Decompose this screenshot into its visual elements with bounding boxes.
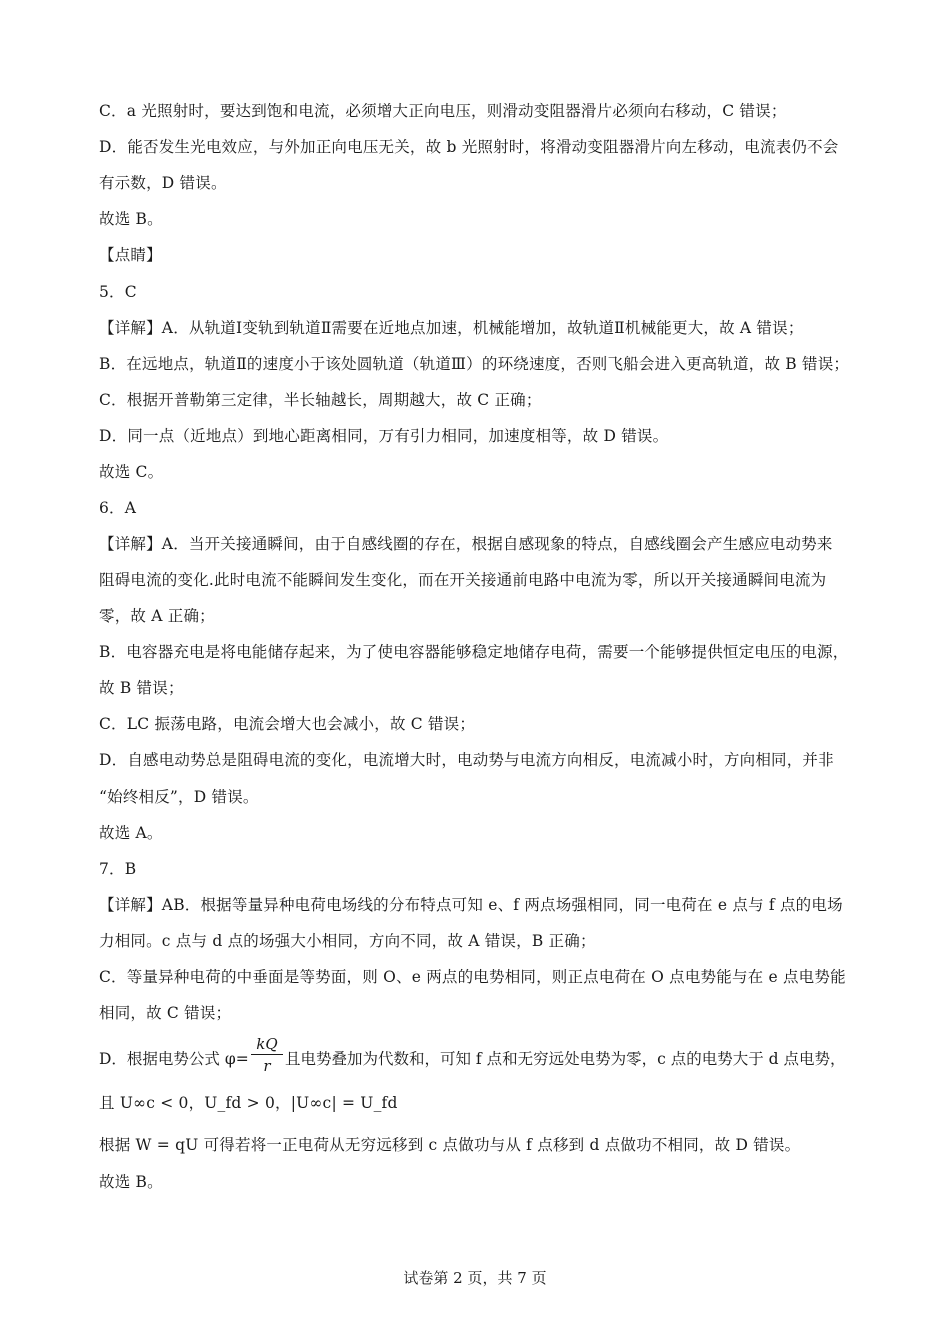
formula-suffix: 且电势叠加为代数和，可知 f 点和无穷远处电势为零，c 点的电势大于 d 点电势，: [285, 1050, 846, 1068]
text-line-24: 力相同。c 点与 d 点的场强大小相同，方向不同，故 A 错误，B 正确；: [99, 932, 596, 950]
text-line-26: 相同，故 C 错误；: [99, 1004, 232, 1022]
text-line-16: B．电容器充电是将电能储存起来，为了使电容器能够稳定地储存电荷，需要一个能够提供恒定电压的电源，: [99, 643, 849, 661]
formula-line: [99, 1034, 859, 1084]
text-line-4: 故选 B。: [99, 210, 163, 228]
fraction-denominator: r: [263, 1057, 271, 1075]
text-line-30: 故选 B。: [99, 1173, 163, 1191]
text-line-19: D．自感电动势总是阻碍电流的变化，电流增大时，电动势与电流方向相反，电流减小时，方向相同，并非: [99, 751, 834, 769]
text-line-10: D．同一点（近地点）到地心距离相同，万有引力相同，加速度相等，故 D 错误。: [99, 427, 669, 445]
text-line-2: D．能否发生光电效应，与外加正向电压无关，故 b 光照射时，将滑动变阻器滑片向左移动，电流表仍不会: [99, 138, 839, 156]
text-line-1: C．a 光照射时，要达到饱和电流，必须增大正向电压，则滑动变阻器滑片必须向右移动，C 错误；: [99, 102, 787, 120]
text-line-17: 故 B 错误；: [99, 679, 184, 697]
fraction-kq-over-r: [251, 1034, 283, 1077]
text-line-20: “始终相反”，D 错误。: [99, 788, 259, 806]
fraction-numerator: kQ: [251, 1034, 283, 1055]
text-line-11: 故选 C。: [99, 463, 164, 481]
question-6-answer: 6．A: [99, 499, 137, 517]
text-line-23: 【详解】AB．根据等量异种电荷电场线的分布特点可知 e、f 两点场强相同，同一电荷在 e 点与 f 点的电场: [99, 896, 843, 914]
question-5-answer: 5．C: [99, 283, 137, 301]
text-line-25: C．等量异种电荷的中垂面是等势面，则 O、e 两点的电势相同，则正点电荷在 O 点电势能与在 e 点电势能: [99, 968, 846, 986]
text-line-29: 根据 W = qU 可得若将一正电荷从无穷远移到 c 点做功与从 f 点移到 d 点做功不相同，故 D 错误。: [99, 1136, 801, 1154]
text-line-14: 阻碍电流的变化.此时电流不能瞬间发生变化，而在开关接通前电路中电流为零，所以开关接通瞬间电流为: [99, 571, 827, 589]
page-footer: 试卷第 2 页，共 7 页: [403, 1269, 547, 1287]
formula-prefix: D．根据电势公式 φ=: [99, 1050, 249, 1068]
text-line-9: C．根据开普勒第三定律，半长轴越长，周期越大，故 C 正确；: [99, 391, 542, 409]
text-line-13: 【详解】A．当开关接通瞬间，由于自感线圈的存在，根据自感现象的特点，自感线圈会产生感应电动势来: [99, 535, 833, 553]
text-line-3: 有示数，D 错误。: [99, 174, 227, 192]
text-line-8: B．在远地点，轨道Ⅱ的速度小于该处圆轨道（轨道Ⅲ）的环绕速度，否则飞船会进入更高轨道，故 B 错误；: [99, 355, 850, 373]
question-7-answer: 7．B: [99, 860, 137, 878]
text-line-15: 零，故 A 正确；: [99, 607, 215, 625]
text-line-5: 【点睛】: [99, 246, 162, 264]
text-line-7: 【详解】A．从轨道Ⅰ变轨到轨道Ⅱ需要在近地点加速，机械能增加，故轨道Ⅱ机械能更大，故 A 错误；: [99, 319, 804, 337]
text-line-21: 故选 A。: [99, 824, 163, 842]
text-line-18: C．LC 振荡电路，电流会增大也会减小，故 C 错误；: [99, 715, 476, 733]
text-line-28: 且 U∞c < 0，U_fd > 0，|U∞c| = U_fd: [99, 1094, 398, 1112]
